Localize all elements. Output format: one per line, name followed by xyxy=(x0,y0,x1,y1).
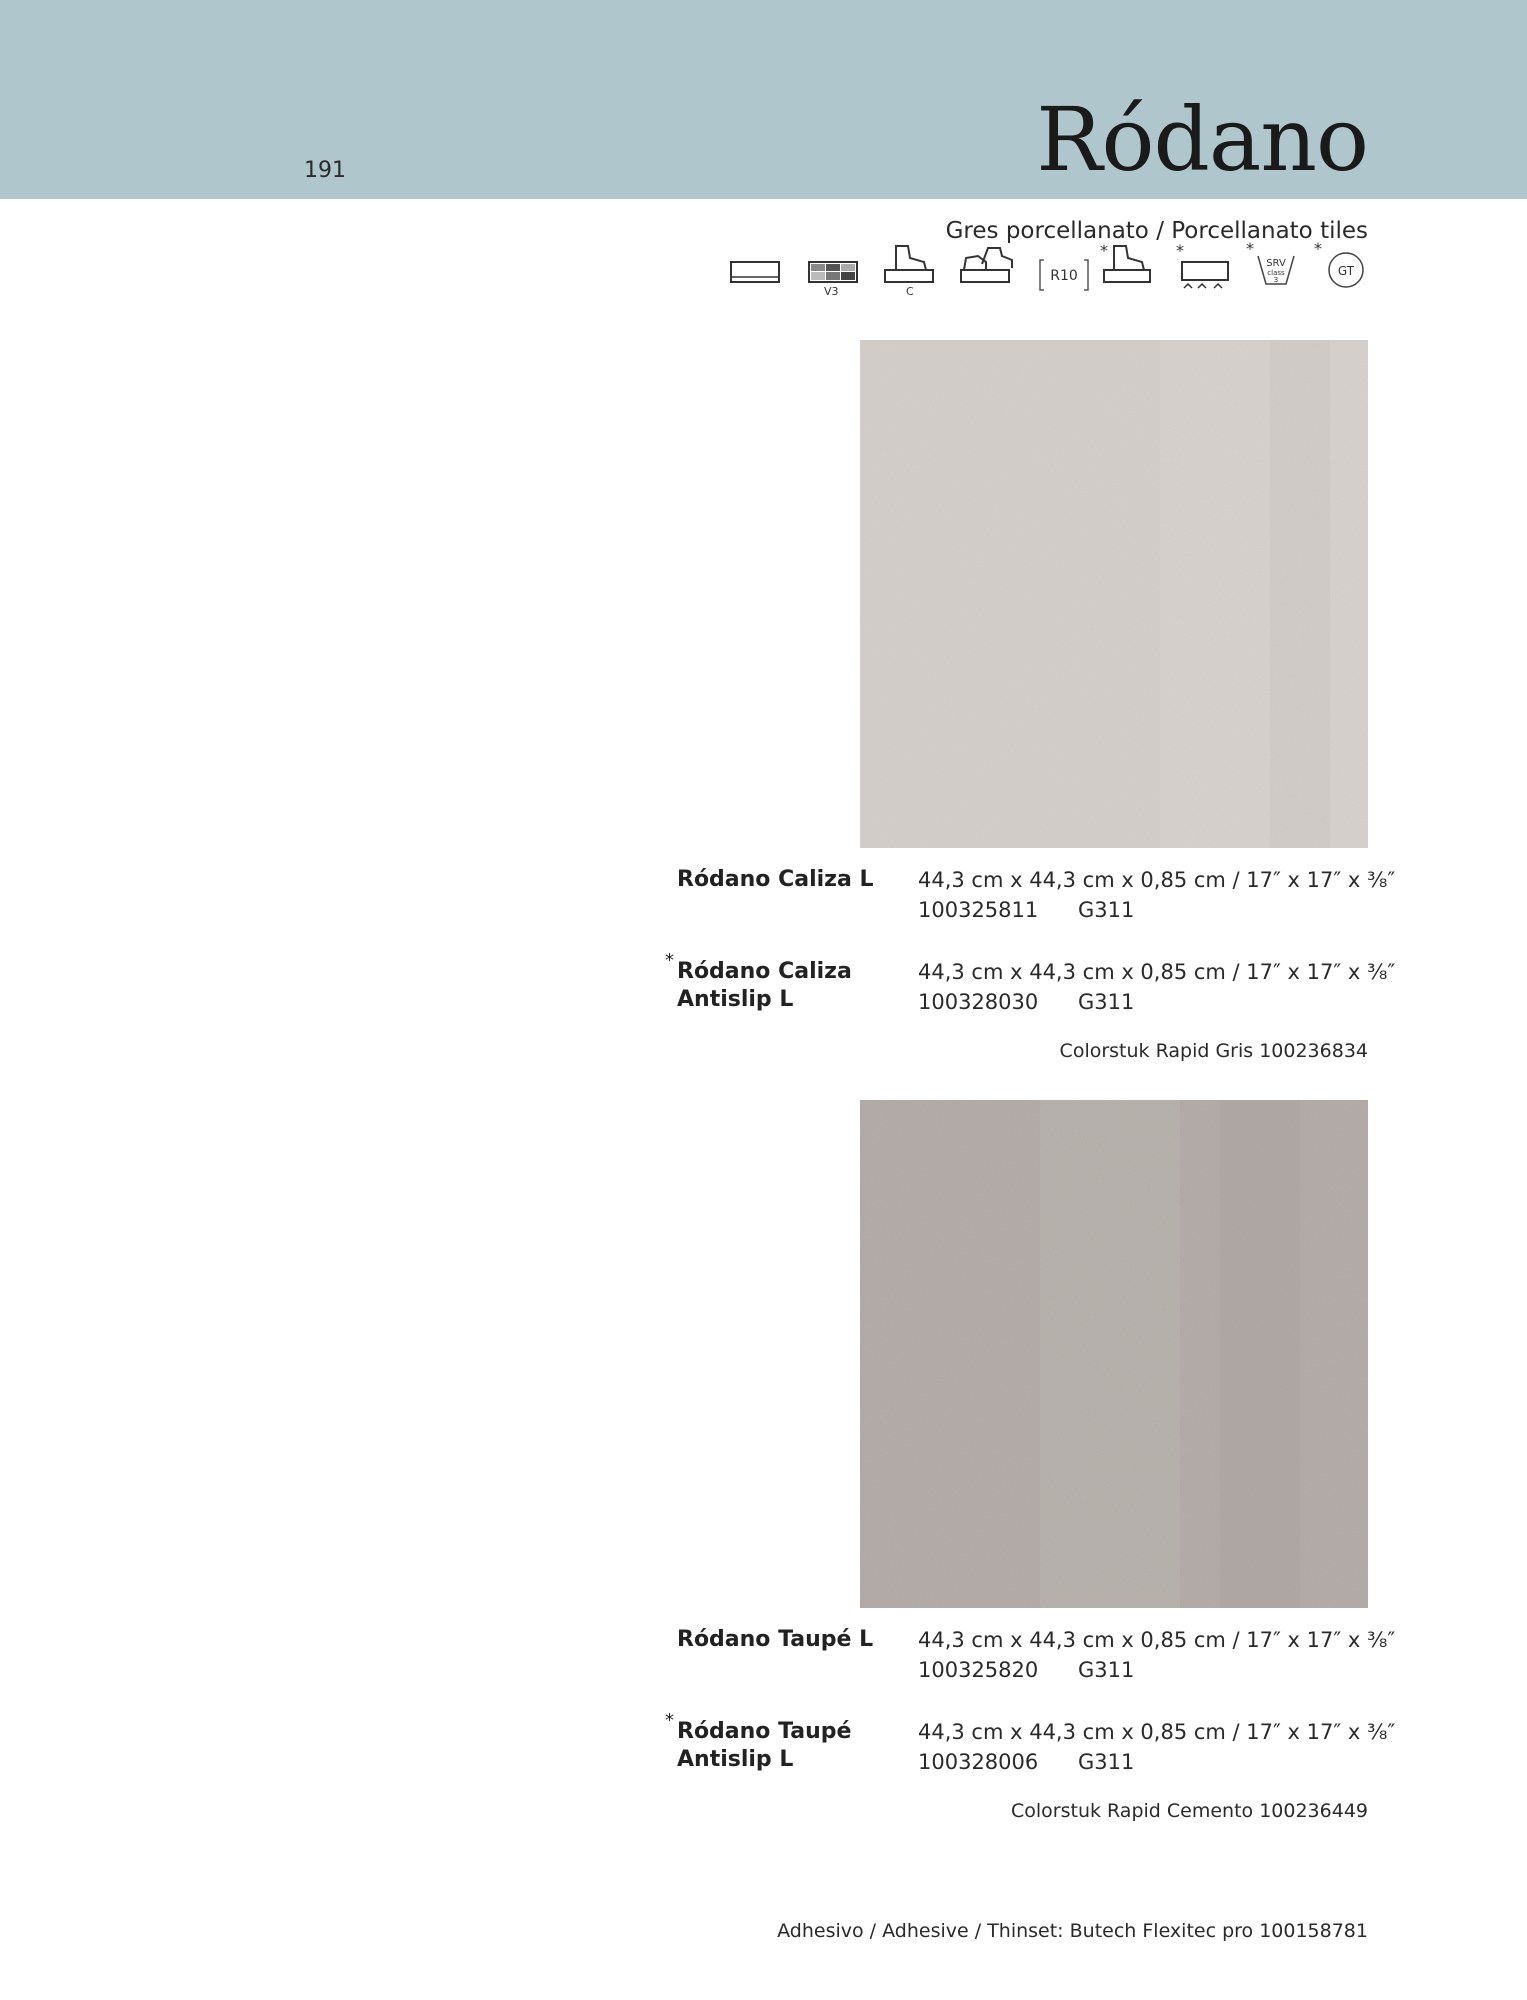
product-code: 100325811 xyxy=(918,898,1039,922)
grout-recommendation: Colorstuk Rapid Gris 100236834 xyxy=(1059,1040,1368,1062)
product-name: Ródano Taupé xyxy=(677,1719,852,1744)
icon-asterisk: * xyxy=(1100,241,1108,260)
product-dimensions: 44,3 cm x 44,3 cm x 0,85 cm / 17″ x 17″ x ³⁄₈″ xyxy=(918,960,1396,984)
product-name-line2: Antislip L xyxy=(677,987,794,1012)
gt-icon xyxy=(1314,240,1370,302)
foot-traffic-icon xyxy=(882,240,938,302)
svg-text:SRV: SRV xyxy=(1266,258,1286,269)
grout-recommendation: Colorstuk Rapid Cemento 100236449 xyxy=(1010,1800,1368,1822)
product-code: 100328030 xyxy=(918,990,1039,1014)
svg-text:GT: GT xyxy=(1337,264,1355,278)
tile-image-taupe xyxy=(860,1100,1368,1608)
material-subtitle: Gres porcellanato / Porcellanato tiles xyxy=(945,218,1368,244)
floor-wall-tile-icon xyxy=(728,240,784,302)
product-name: Ródano Caliza xyxy=(677,959,852,984)
outdoor-use-icon xyxy=(1096,240,1152,302)
product-code: 100328006 xyxy=(918,1750,1039,1774)
svg-text:*: * xyxy=(1246,240,1254,258)
feature-icon-row xyxy=(728,240,1370,302)
icon-caption-c: C xyxy=(906,285,914,298)
tile-image-caliza xyxy=(860,340,1368,848)
icon-caption-r10: R10 xyxy=(1050,268,1078,284)
product-name: Ródano Taupé L xyxy=(677,1627,874,1652)
svg-text:*: * xyxy=(1314,240,1322,258)
antislip-asterisk: * xyxy=(665,950,674,971)
product-grade: G311 xyxy=(1078,1658,1135,1682)
frost-resistant-icon xyxy=(1174,240,1230,302)
product-grade: G311 xyxy=(1078,1750,1135,1774)
icon-asterisk: * xyxy=(1176,241,1184,260)
antislip-asterisk: * xyxy=(665,1710,674,1731)
product-grade: G311 xyxy=(1078,990,1135,1014)
srv-class-icon xyxy=(1246,240,1302,302)
product-dimensions: 44,3 cm x 44,3 cm x 0,85 cm / 17″ x 17″ x ³⁄₈″ xyxy=(918,1628,1396,1652)
product-name-line2: Antislip L xyxy=(677,1747,794,1772)
product-dimensions: 44,3 cm x 44,3 cm x 0,85 cm / 17″ x 17″ x ³⁄₈″ xyxy=(918,1720,1396,1744)
heavy-traffic-icon xyxy=(958,240,1014,302)
page-number: 191 xyxy=(304,158,346,183)
svg-text:class: class xyxy=(1267,269,1285,277)
shade-variation-icon xyxy=(806,240,862,302)
svg-text:3: 3 xyxy=(1273,276,1279,284)
product-name: Ródano Caliza L xyxy=(677,867,874,892)
adhesive-note: Adhesivo / Adhesive / Thinset: Butech Flexitec pro 100158781 xyxy=(777,1920,1368,1942)
slip-rating-icon xyxy=(1036,240,1092,302)
product-grade: G311 xyxy=(1078,898,1135,922)
page-title: Ródano xyxy=(1036,88,1368,191)
product-dimensions: 44,3 cm x 44,3 cm x 0,85 cm / 17″ x 17″ x ³⁄₈″ xyxy=(918,868,1396,892)
product-code: 100325820 xyxy=(918,1658,1039,1682)
icon-caption-v3: V3 xyxy=(824,285,839,298)
